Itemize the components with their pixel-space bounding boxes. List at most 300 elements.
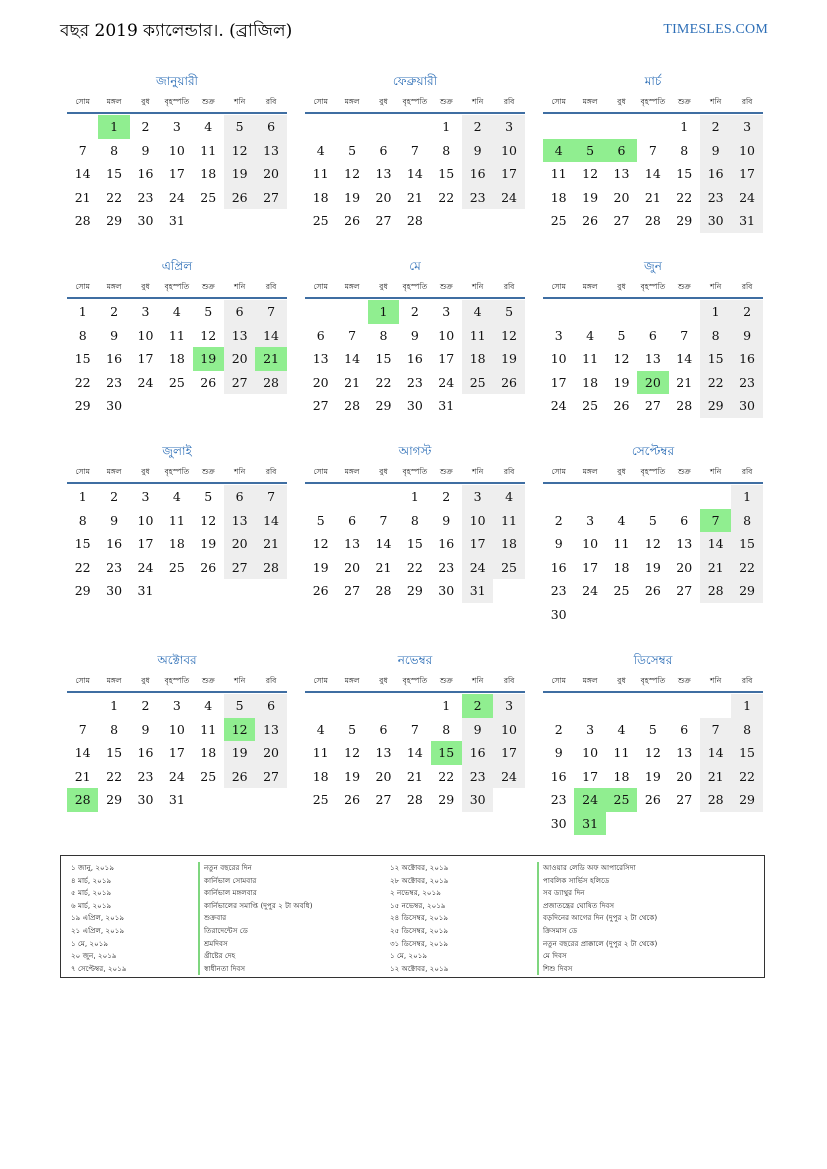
weekday-label: বৃহস্পতি — [640, 676, 666, 685]
weekday-label: সোম — [313, 467, 328, 476]
day-cell: 24 — [462, 556, 493, 580]
day-cell: 29 — [375, 398, 392, 413]
legend-date: ৫ মার্চ, ২০১৯ — [71, 888, 112, 898]
weekday-header — [305, 671, 525, 693]
weekday-label: রবি — [503, 282, 515, 291]
day-cell: 12 — [224, 139, 255, 163]
day-cell: 27 — [644, 398, 661, 413]
day-cell: 10 — [438, 327, 455, 343]
day-cell: 10 — [168, 142, 185, 158]
legend-left-names — [198, 862, 313, 975]
day-cell: 17 — [493, 162, 524, 186]
weekday-label: রবি — [265, 676, 277, 685]
day-cell: 23 — [462, 765, 493, 789]
day-cell: 20 — [375, 768, 392, 784]
day-cell: 27 — [676, 792, 693, 807]
day-cell: 9 — [442, 512, 451, 528]
day-cell: 23 — [406, 374, 423, 390]
day-cell: 6 — [680, 512, 689, 528]
day-cell: 24 — [438, 374, 455, 390]
day-cell: 9 — [141, 721, 150, 737]
day-cell: 25 — [613, 583, 630, 598]
day-cell: 6 — [224, 300, 255, 324]
day-cell: 5 — [224, 115, 255, 139]
day-cell: 30 — [731, 394, 762, 418]
day-cell: 1 — [680, 119, 689, 134]
day-cell: 8 — [78, 512, 87, 528]
holiday-day-cell: 21 — [255, 347, 286, 371]
day-cell: 13 — [676, 536, 693, 551]
weekday-header — [67, 277, 287, 299]
day-cell: 9 — [700, 139, 731, 163]
day-cell: 30 — [700, 209, 731, 233]
holiday-day-cell: 7 — [700, 509, 731, 533]
day-cell: 14 — [406, 166, 423, 181]
day-cell: 14 — [344, 351, 361, 366]
day-cell: 9 — [410, 327, 419, 343]
day-cell: 31 — [462, 579, 493, 603]
day-cell: 15 — [731, 741, 762, 765]
day-cell: 8 — [110, 721, 119, 737]
day-cell: 8 — [442, 142, 451, 158]
day-cell: 4 — [204, 119, 213, 134]
day-cell: 2 — [731, 300, 762, 324]
day-cell: 18 — [312, 189, 329, 205]
legend-holiday-name: তিরাদেন্টেস ডে — [198, 925, 313, 938]
day-cell: 18 — [312, 768, 329, 784]
day-cell: 24 — [731, 186, 762, 210]
day-cell: 3 — [493, 115, 524, 139]
day-cell: 7 — [410, 142, 419, 158]
day-cell: 16 — [137, 166, 154, 181]
day-cell: 13 — [375, 166, 392, 181]
day-cell: 31 — [137, 583, 154, 598]
day-cell: 5 — [348, 142, 357, 158]
day-cell: 9 — [462, 139, 493, 163]
day-cell: 2 — [700, 115, 731, 139]
weekday-label: বুধ — [379, 676, 388, 685]
day-cell: 22 — [438, 189, 455, 205]
weekday-header — [543, 92, 763, 114]
legend-date: ১২ অক্টোবর, ২০১৯ — [390, 963, 449, 973]
weekday-label: বৃহস্পতি — [640, 282, 666, 291]
weekday-label: শুক্র — [439, 467, 453, 476]
month-title: নভেম্বর — [397, 653, 433, 667]
day-cell: 27 — [344, 583, 361, 598]
day-cell: 25 — [200, 768, 217, 784]
day-cell: 24 — [493, 186, 524, 210]
day-cell: 20 — [676, 768, 693, 784]
weekday-label: বৃহস্পতি — [164, 676, 190, 685]
day-grid — [305, 694, 525, 812]
month-block — [67, 649, 287, 812]
month-block — [543, 649, 763, 835]
day-cell: 22 — [731, 765, 762, 789]
day-cell: 5 — [204, 304, 213, 319]
day-cell: 3 — [141, 304, 150, 319]
weekday-label: বুধ — [141, 282, 150, 291]
day-cell: 26 — [224, 765, 255, 789]
day-cell: 26 — [493, 371, 524, 395]
day-cell: 11 — [312, 745, 329, 760]
day-cell: 18 — [613, 768, 630, 784]
day-cell: 22 — [74, 374, 91, 390]
weekday-label: শুক্র — [201, 282, 215, 291]
day-cell: 19 — [224, 741, 255, 765]
day-cell: 27 — [255, 186, 286, 210]
empty-cell — [543, 485, 574, 509]
day-cell: 7 — [648, 142, 657, 158]
weekday-label: বুধ — [379, 282, 388, 291]
weekday-label: বুধ — [617, 282, 626, 291]
holiday-day-cell: 15 — [431, 741, 462, 765]
day-cell: 13 — [224, 324, 255, 348]
day-cell: 12 — [312, 536, 329, 551]
day-cell: 20 — [224, 347, 255, 371]
empty-cell — [700, 694, 731, 718]
day-cell: 30 — [550, 606, 567, 622]
weekday-label: শুক্র — [201, 676, 215, 685]
day-cell: 8 — [410, 512, 419, 528]
day-cell: 17 — [582, 768, 599, 784]
holiday-legend — [60, 855, 765, 978]
weekday-header — [305, 462, 525, 484]
weekday-label: সোম — [75, 676, 90, 685]
day-cell: 7 — [680, 327, 689, 343]
brand-link[interactable]: TIMESLES.COM — [663, 22, 768, 37]
empty-cell — [67, 115, 98, 139]
day-cell: 10 — [731, 139, 762, 163]
day-cell: 12 — [493, 324, 524, 348]
month-block — [543, 70, 763, 233]
day-cell: 28 — [406, 792, 423, 807]
empty-cell — [669, 694, 700, 718]
day-cell: 23 — [438, 559, 455, 575]
day-cell: 29 — [438, 792, 455, 807]
day-grid — [67, 300, 287, 418]
day-cell: 16 — [438, 536, 455, 551]
weekday-label: শনি — [710, 282, 722, 291]
day-cell: 15 — [731, 532, 762, 556]
month-title: সেপ্টেম্বর — [631, 444, 675, 458]
day-cell: 26 — [344, 792, 361, 807]
weekday-label: বুধ — [141, 467, 150, 476]
day-cell: 8 — [680, 142, 689, 158]
day-cell: 10 — [168, 721, 185, 737]
day-cell: 19 — [644, 768, 661, 784]
day-cell: 25 — [462, 371, 493, 395]
day-cell: 23 — [137, 189, 154, 205]
day-cell: 30 — [462, 788, 493, 812]
day-cell: 10 — [462, 509, 493, 533]
weekday-label: বৃহস্পতি — [640, 97, 666, 106]
holiday-day-cell: 6 — [606, 139, 637, 163]
weekday-label: বৃহস্পতি — [164, 97, 190, 106]
legend-date: ২০ জুন, ২০১৯ — [71, 951, 117, 961]
weekday-label: সোম — [551, 97, 566, 106]
day-cell: 15 — [700, 347, 731, 371]
weekday-label: রবি — [503, 676, 515, 685]
month-title: অক্টোবর — [157, 653, 197, 667]
day-cell: 23 — [137, 768, 154, 784]
day-cell: 19 — [312, 559, 329, 575]
day-cell: 17 — [168, 745, 185, 760]
day-cell: 12 — [644, 536, 661, 551]
day-cell: 4 — [316, 721, 325, 737]
legend-date: ৭ সেপ্টেম্বর, ২০১৯ — [71, 963, 127, 973]
weekday-header — [543, 277, 763, 299]
day-cell: 21 — [676, 374, 693, 390]
legend-date: ১২ অক্টোবর, ২০১৯ — [390, 863, 449, 872]
day-cell: 19 — [493, 347, 524, 371]
legend-holiday-name: মে দিবস — [537, 950, 657, 963]
day-cell: 26 — [582, 213, 599, 228]
empty-cell — [574, 300, 605, 324]
legend-date: ৪ মার্চ, ২০১৯ — [71, 875, 112, 885]
day-cell: 15 — [438, 166, 455, 181]
day-cell: 6 — [648, 327, 657, 343]
weekday-label: শনি — [472, 282, 484, 291]
day-grid — [67, 485, 287, 603]
month-title: ফেব্রুয়ারী — [392, 74, 438, 88]
day-grid — [67, 115, 287, 233]
weekday-label: বৃহস্পতি — [640, 467, 666, 476]
day-cell: 15 — [106, 745, 123, 760]
day-cell: 19 — [582, 189, 599, 205]
holiday-day-cell: 31 — [574, 812, 605, 836]
day-cell: 27 — [224, 556, 255, 580]
weekday-label: শুক্র — [677, 676, 691, 685]
day-cell: 29 — [700, 394, 731, 418]
day-cell: 2 — [141, 119, 150, 134]
day-cell: 26 — [644, 583, 661, 598]
day-cell: 21 — [406, 189, 423, 205]
empty-cell — [574, 694, 605, 718]
day-cell: 22 — [106, 189, 123, 205]
legend-holiday-name: শিশু দিবস — [537, 963, 657, 976]
day-cell: 22 — [438, 768, 455, 784]
day-cell: 28 — [406, 213, 423, 228]
day-cell: 17 — [493, 741, 524, 765]
day-cell: 26 — [200, 559, 217, 575]
day-cell: 16 — [106, 351, 123, 366]
weekday-label: মঙ্গল — [582, 467, 598, 476]
day-cell: 7 — [78, 142, 87, 158]
holiday-day-cell: 5 — [574, 139, 605, 163]
weekday-label: বুধ — [617, 676, 626, 685]
day-cell: 17 — [137, 536, 154, 551]
day-cell: 20 — [255, 162, 286, 186]
weekday-label: বুধ — [617, 97, 626, 106]
weekday-label: রবি — [741, 282, 753, 291]
weekday-header — [543, 671, 763, 693]
day-cell: 26 — [312, 583, 329, 598]
weekday-label: রবি — [503, 97, 515, 106]
day-cell: 4 — [172, 304, 181, 319]
day-cell: 25 — [168, 559, 185, 575]
month-block — [305, 649, 525, 812]
day-cell: 20 — [676, 559, 693, 575]
day-cell: 6 — [379, 142, 388, 158]
day-cell: 30 — [137, 792, 154, 807]
empty-cell — [543, 300, 574, 324]
day-cell: 24 — [168, 768, 185, 784]
day-cell: 19 — [200, 536, 217, 551]
empty-cell — [368, 115, 399, 139]
day-cell: 29 — [731, 788, 762, 812]
legend-holiday-name: নতুন বছরের প্রাক্কালে (দুপুর ২ টা থেকে) — [537, 938, 657, 951]
day-cell: 19 — [613, 374, 630, 390]
day-cell: 8 — [700, 324, 731, 348]
day-cell: 21 — [375, 559, 392, 575]
day-cell: 14 — [375, 536, 392, 551]
day-cell: 11 — [462, 324, 493, 348]
day-grid — [543, 300, 763, 418]
day-cell: 31 — [168, 792, 185, 807]
empty-cell — [336, 694, 367, 718]
day-cell: 14 — [700, 741, 731, 765]
weekday-label: সোম — [551, 676, 566, 685]
day-cell: 25 — [550, 213, 567, 228]
weekday-header — [67, 671, 287, 693]
day-cell: 8 — [442, 721, 451, 737]
day-cell: 18 — [200, 745, 217, 760]
weekday-label: বৃহস্পতি — [402, 97, 428, 106]
day-cell: 3 — [586, 512, 595, 528]
day-cell: 28 — [676, 398, 693, 413]
day-cell: 23 — [700, 186, 731, 210]
day-cell: 17 — [550, 374, 567, 390]
day-cell: 22 — [676, 189, 693, 205]
legend-holiday-name: খ্রীষ্টের দেহ — [198, 950, 313, 963]
day-cell: 30 — [550, 815, 567, 831]
holiday-day-cell: 25 — [606, 788, 637, 812]
weekday-label: বুধ — [379, 467, 388, 476]
day-cell: 18 — [200, 166, 217, 181]
holiday-day-cell: 20 — [637, 371, 668, 395]
empty-cell — [399, 694, 430, 718]
day-cell: 28 — [700, 788, 731, 812]
day-cell: 13 — [224, 509, 255, 533]
legend-holiday-name: কার্নিভাল মঙ্গলবার — [198, 887, 313, 900]
holiday-day-cell: 24 — [574, 788, 605, 812]
day-cell: 17 — [438, 351, 455, 366]
day-cell: 13 — [375, 745, 392, 760]
day-cell: 20 — [255, 741, 286, 765]
empty-cell — [543, 694, 574, 718]
day-cell: 8 — [78, 327, 87, 343]
empty-cell — [606, 694, 637, 718]
legend-holiday-name: পাবলিক সার্ভিস হলিডে — [537, 875, 657, 888]
day-cell: 27 — [224, 371, 255, 395]
day-cell: 16 — [462, 162, 493, 186]
day-cell: 25 — [312, 213, 329, 228]
day-cell: 10 — [137, 327, 154, 343]
weekday-label: শনি — [234, 467, 246, 476]
day-cell: 20 — [224, 532, 255, 556]
day-cell: 3 — [141, 489, 150, 504]
day-cell: 26 — [613, 398, 630, 413]
day-cell: 16 — [550, 768, 567, 784]
day-cell: 2 — [462, 115, 493, 139]
weekday-label: শনি — [472, 676, 484, 685]
weekday-label: মঙ্গল — [106, 467, 122, 476]
day-cell: 25 — [582, 398, 599, 413]
day-cell: 6 — [255, 694, 286, 718]
empty-cell — [336, 300, 367, 324]
day-cell: 30 — [106, 583, 123, 598]
day-cell: 10 — [493, 718, 524, 742]
legend-holiday-name: ক্রিসমাস ডে — [537, 925, 657, 938]
empty-cell — [305, 300, 336, 324]
day-cell: 5 — [617, 327, 626, 343]
day-cell: 9 — [110, 512, 119, 528]
day-cell: 4 — [617, 721, 626, 737]
month-title: মে — [409, 259, 421, 273]
day-cell: 28 — [700, 579, 731, 603]
empty-cell — [305, 115, 336, 139]
weekday-label: শুক্র — [677, 467, 691, 476]
day-cell: 18 — [462, 347, 493, 371]
day-cell: 15 — [106, 166, 123, 181]
day-cell: 19 — [224, 162, 255, 186]
day-cell: 15 — [74, 351, 91, 366]
day-cell: 5 — [348, 721, 357, 737]
day-cell: 16 — [462, 741, 493, 765]
day-cell: 29 — [731, 579, 762, 603]
day-cell: 30 — [438, 583, 455, 598]
day-cell: 28 — [255, 556, 286, 580]
day-cell: 28 — [255, 371, 286, 395]
weekday-label: বুধ — [141, 676, 150, 685]
month-block — [305, 70, 525, 233]
day-cell: 11 — [200, 142, 217, 158]
empty-cell — [637, 115, 668, 139]
day-cell: 29 — [676, 213, 693, 228]
day-cell: 13 — [644, 351, 661, 366]
empty-cell — [336, 115, 367, 139]
day-cell: 18 — [582, 374, 599, 390]
day-cell: 31 — [731, 209, 762, 233]
day-cell: 28 — [74, 213, 91, 228]
weekday-label: মঙ্গল — [582, 676, 598, 685]
day-cell: 22 — [731, 556, 762, 580]
day-cell: 29 — [106, 213, 123, 228]
empty-cell — [606, 115, 637, 139]
day-cell: 7 — [255, 485, 286, 509]
day-cell: 22 — [700, 371, 731, 395]
month-title: আগস্ট — [398, 444, 432, 458]
day-cell: 1 — [731, 485, 762, 509]
month-block — [67, 70, 287, 233]
day-cell: 8 — [731, 718, 762, 742]
day-cell: 4 — [462, 300, 493, 324]
weekday-label: বৃহস্পতি — [402, 676, 428, 685]
day-cell: 9 — [731, 324, 762, 348]
holiday-day-cell: 1 — [368, 300, 399, 324]
empty-cell — [637, 694, 668, 718]
legend-left-dates — [71, 862, 127, 975]
day-cell: 19 — [644, 559, 661, 575]
weekday-label: শুক্র — [439, 282, 453, 291]
day-cell: 21 — [700, 765, 731, 789]
day-cell: 2 — [554, 512, 563, 528]
day-cell: 6 — [680, 721, 689, 737]
month-title: জুন — [644, 259, 662, 273]
day-cell: 23 — [731, 371, 762, 395]
day-grid — [543, 694, 763, 835]
day-cell: 7 — [255, 300, 286, 324]
